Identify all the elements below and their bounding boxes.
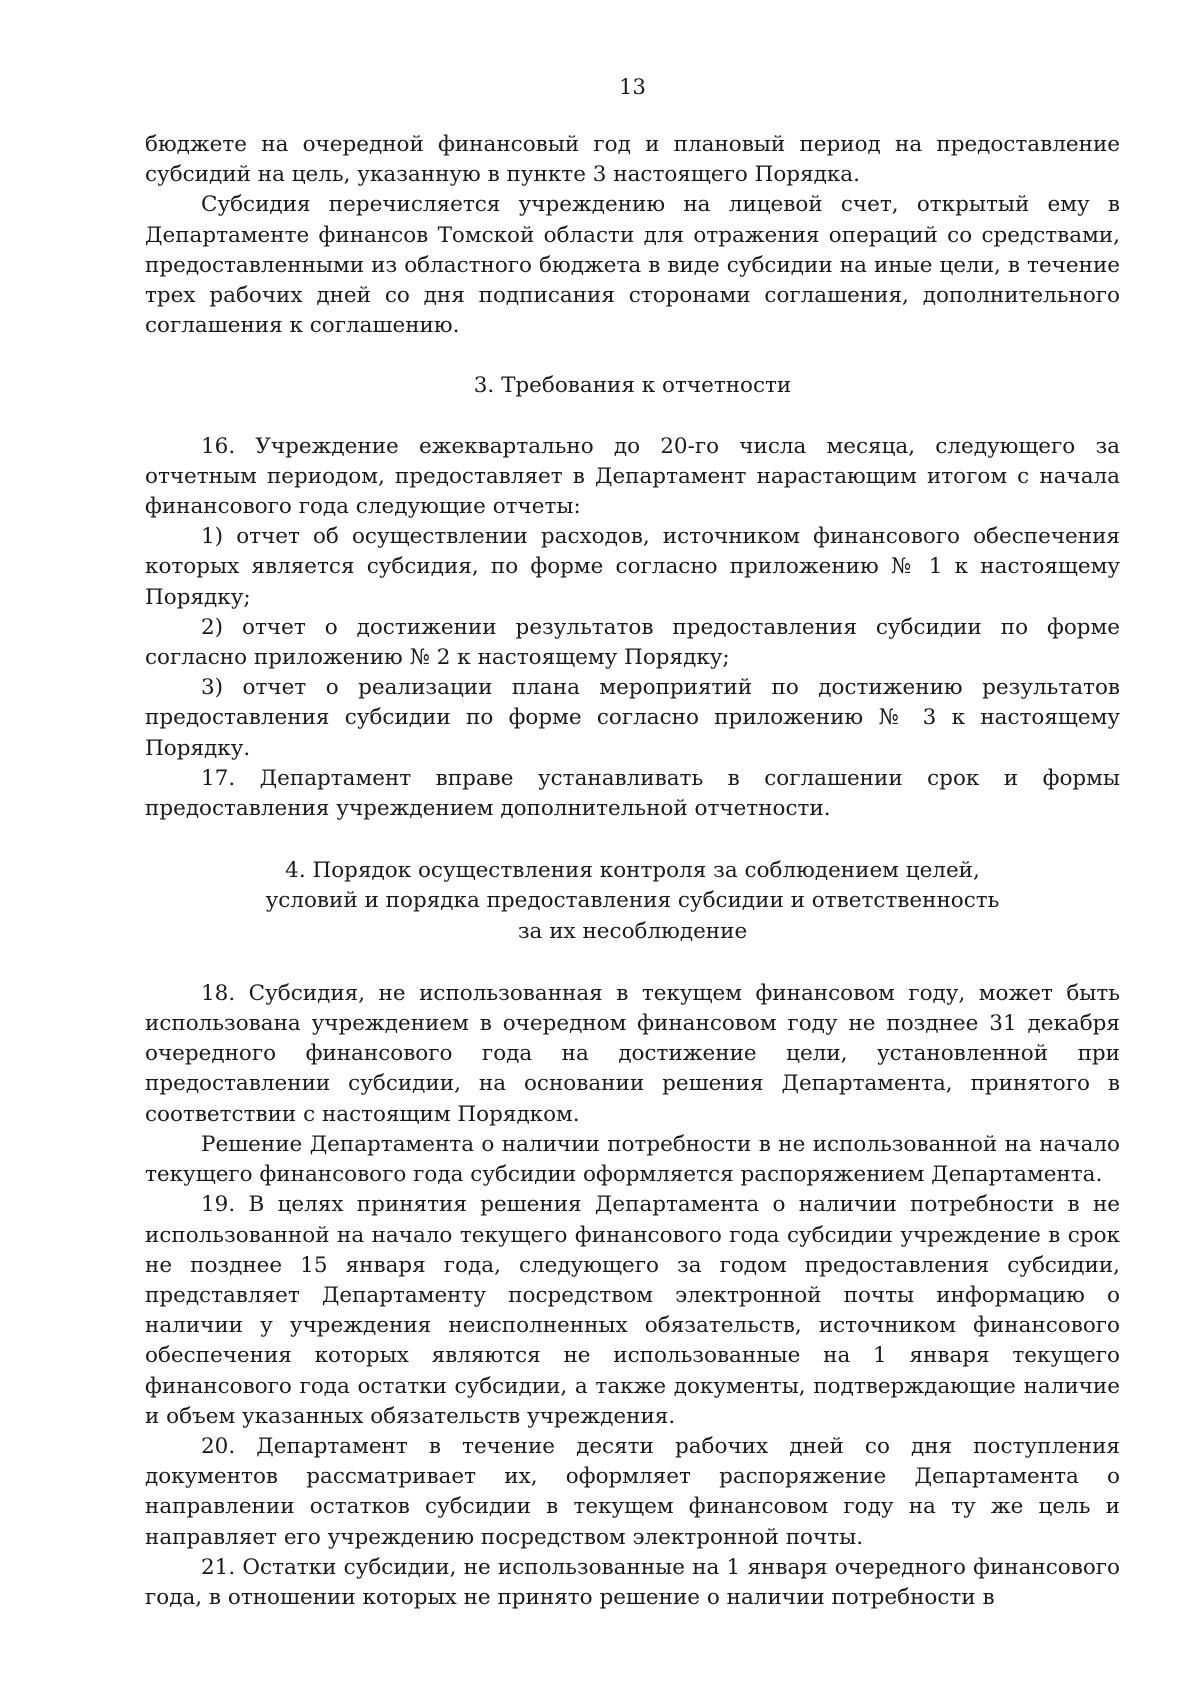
section-3-body [145, 432, 1120, 825]
page-number: 13 [619, 75, 646, 99]
section-4-body [145, 979, 1120, 1613]
paragraph-17: 17. Департамент вправе устанавливать в соглашении срок и формы предоставления учреждением дополнительной отчетности. [145, 765, 1120, 822]
document-page [145, 72, 1120, 1613]
paragraph-continuation: бюджете на очередной финансовый год и плановый период на предоставление субсидий на цель, указанную в пункте 3 настоящего Порядка. [145, 132, 1120, 188]
intro-block [145, 130, 1120, 341]
paragraph-19: 19. В целях принятия решения Департамента о наличии потребности в не использованной на начало текущего финансового года субсидии учреждение в срок не позднее 15 января года, следующего за годом предоставления субсидии, представляет Департаменту посредством электронной почты информацию о наличии у учреждения неисполненных обязательств, источником финансового обеспечения которых являются не использованные на 1 января текущего финансового года остатки субсидии, а также документы, подтверждающие наличие и объем указанных обязательств учреждения. [145, 1192, 1120, 1429]
list-item-report-1: 1) отчет об осуществлении расходов, источником финансового обеспечения которых является субсидия, по форме согласно приложению № 1 к настоящему Порядку; [145, 524, 1120, 610]
list-item-report-2: 2) отчет о достижении результатов предоставления субсидии по форме согласно приложению № 2 к настоящему Порядку; [145, 614, 1120, 671]
paragraph-decision: Решение Департамента о наличии потребности в не использованной на начало текущего финансового года субсидии оформляется распоряжением Департамента. [145, 1131, 1120, 1188]
paragraph-18: 18. Субсидия, не использованная в текущем финансовом году, может быть использована учреждением в очередном финансовом году не позднее 31 декабря очередного финансового года на достижение цели, установленной при предоставлении субсидии, на основании решения Департамента, принятого в соответствии с настоящим Порядком. [145, 980, 1120, 1127]
paragraph-20: 20. Департамент в течение десяти рабочих дней со дня поступления документов рассматривает их, оформляет распоряжение Департамента о направлении остатков субсидии в текущем финансовом году на ту же цель и направляет его учреждению посредством электронной почты. [145, 1433, 1120, 1550]
section-4-heading-line: за их несоблюдение [517, 918, 748, 944]
section-4-heading [145, 856, 1120, 947]
paragraph-16: 16. Учреждение ежеквартально до 20-го числа месяца, следующего за отчетным периодом, предоставляет в Департамент нарастающим итогом с начала финансового года следующие отчеты: [145, 433, 1120, 520]
paragraph-21: 21. Остатки субсидии, не использованные на 1 января очередного финансового года, в отношении которых не принято решение о наличии потребности в [145, 1554, 1120, 1610]
section-4-heading-line: 4. Порядок осуществления контроля за соблюдением целей, [285, 858, 980, 884]
section-4-heading-line: условий и порядка предоставления субсидии и ответственность [265, 888, 1000, 914]
list-item-report-3: 3) отчет о реализации плана мероприятий по достижению результатов предоставления субсидии по форме согласно приложению № 3 к настоящему Порядку. [145, 675, 1120, 761]
paragraph-subsidy-transfer: Субсидия перечисляется учреждению на лицевой счет, открытый ему в Департаменте финансов Томской области для отражения операций со средствами, предоставленными из областного бюджета в виде субсидии на иные цели, в течение трех рабочих дней со дня подписания сторонами соглашения, дополнительного соглашения к соглашению. [145, 192, 1120, 339]
section-3-heading: 3. Требования к отчетности [473, 373, 792, 399]
